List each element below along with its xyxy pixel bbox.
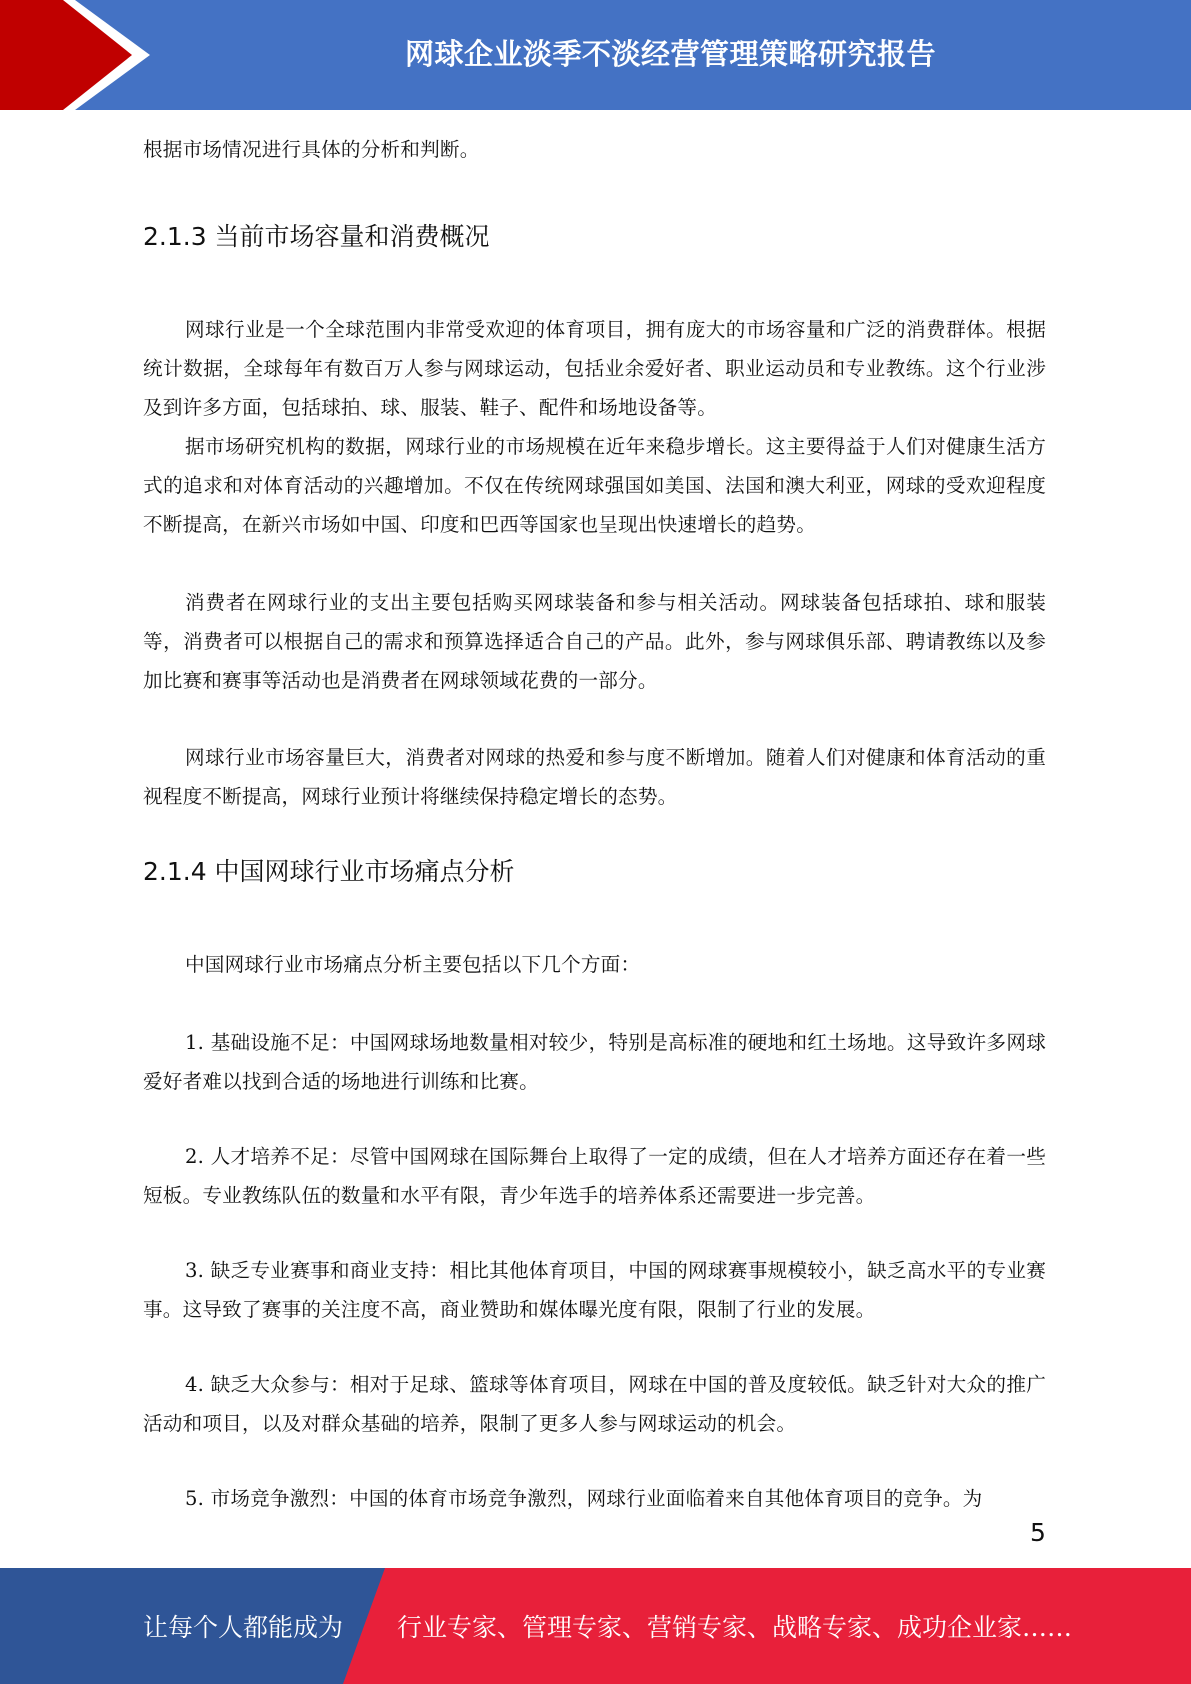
list-item-infrastructure: 1. 基础设施不足：中国网球场地数量相对较少，特别是高标准的硬地和红土场地。这导致许多网球爱好者难以找到合适的场地进行训练和比赛。: [143, 1031, 1046, 1093]
paragraph-market-growth: 据市场研究机构的数据，网球行业的市场规模在近年来稳步增长。这主要得益于人们对健康生活方式的追求和对体育活动的兴趣增加。不仅在传统网球强国如美国、法国和澳大利亚，网球的受欢迎程度不断提高，在新兴市场如中国、印度和巴西等国家也呈现出快速增长的趋势。: [143, 435, 1046, 536]
paragraph-market-capacity: 网球行业是一个全球范围内非常受欢迎的体育项目，拥有庞大的市场容量和广泛的消费群体。根据统计数据，全球每年有数百万人参与网球运动，包括业余爱好者、职业运动员和专业教练。这个行业涉及到许多方面，包括球拍、球、服装、鞋子、配件和场地设备等。: [143, 318, 1046, 419]
footer-slogan-right: 行业专家、管理专家、营销专家、战略专家、成功企业家……: [397, 1613, 1073, 1642]
section-heading-2-1-4: 2.1.4 中国网球行业市场痛点分析: [143, 857, 515, 886]
paragraph-market-summary: 网球行业市场容量巨大，消费者对网球的热爱和参与度不断增加。随着人们对健康和体育活动的重视程度不断提高，网球行业预计将继续保持稳定增长的态势。: [143, 746, 1046, 808]
paragraph-pain-points-intro: 中国网球行业市场痛点分析主要包括以下几个方面：: [185, 953, 641, 976]
section-heading-2-1-3: 2.1.3 当前市场容量和消费概况: [143, 222, 490, 251]
list-item-competition: 5. 市场竞争激烈：中国的体育市场竞争激烈，网球行业面临着来自其他体育项目的竞争。为: [185, 1487, 983, 1510]
page-number: 5: [1030, 1518, 1046, 1547]
footer-slogan-left: 让每个人都能成为: [143, 1613, 344, 1642]
list-item-participation: 4. 缺乏大众参与：相对于足球、篮球等体育项目，网球在中国的普及度较低。缺乏针对大众的推广活动和项目，以及对群众基础的培养，限制了更多人参与网球运动的机会。: [143, 1373, 1046, 1435]
paragraph-consumer-spending: 消费者在网球行业的支出主要包括购买网球装备和参与相关活动。网球装备包括球拍、球和服装等，消费者可以根据自己的需求和预算选择适合自己的产品。此外，参与网球俱乐部、聘请教练以及参加比赛和赛事等活动也是消费者在网球领域花费的一部分。: [143, 591, 1046, 692]
paragraph-continuation: 根据市场情况进行具体的分析和判断。: [143, 138, 480, 161]
page-footer: [0, 1568, 1191, 1684]
list-item-talent: 2. 人才培养不足：尽管中国网球在国际舞台上取得了一定的成绩，但在人才培养方面还存在着一些短板。专业教练队伍的数量和水平有限，青少年选手的培养体系还需要进一步完善。: [143, 1145, 1046, 1207]
list-item-events: 3. 缺乏专业赛事和商业支持：相比其他体育项目，中国的网球赛事规模较小，缺乏高水平的专业赛事。这导致了赛事的关注度不高，商业赞助和媒体曝光度有限，限制了行业的发展。: [143, 1259, 1046, 1321]
page-header: [0, 0, 1191, 110]
document-title: 网球企业淡季不淡经营管理策略研究报告: [404, 36, 936, 71]
